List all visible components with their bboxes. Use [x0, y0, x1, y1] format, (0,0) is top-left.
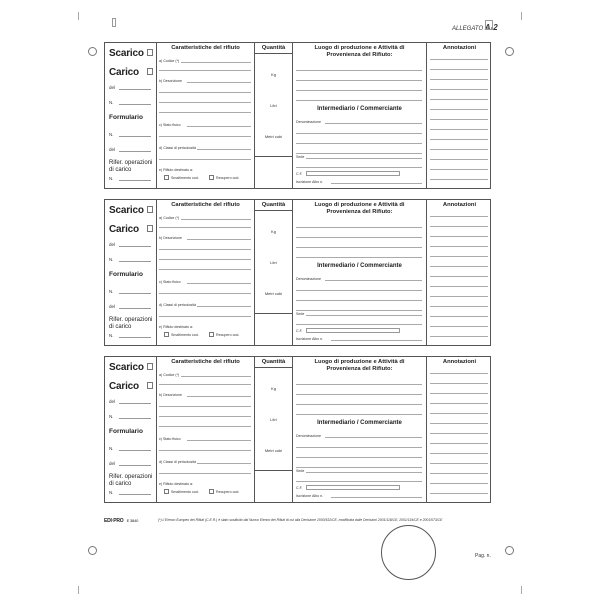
- denominazione-label: Denominazione: [296, 120, 321, 124]
- annotation-line[interactable]: [430, 99, 488, 100]
- formulario-date-field[interactable]: [119, 151, 151, 152]
- annotation-line[interactable]: [430, 336, 488, 337]
- codice-field[interactable]: [181, 376, 251, 377]
- sede-field[interactable]: [306, 315, 422, 316]
- stato-fisico-field[interactable]: [187, 283, 251, 284]
- iscrizione-albo-label: Iscrizione Albo n.: [296, 337, 324, 341]
- recupero-checkbox[interactable]: [209, 489, 214, 494]
- smaltimento-text: Smaltimento: [171, 333, 191, 337]
- descrizione-line[interactable]: [159, 249, 251, 250]
- classi-pericolosita-label: d) Classi di pericolosità: [159, 146, 196, 150]
- scarico-checkbox[interactable]: [147, 206, 153, 213]
- denominazione-label: Denominazione: [296, 277, 321, 281]
- luogo-line[interactable]: [296, 384, 422, 385]
- sede-line[interactable]: [296, 481, 422, 482]
- quantita-header: Quantità: [261, 45, 286, 51]
- carico-checkbox[interactable]: [147, 68, 153, 75]
- allegato-text: ALLEGATO: [452, 26, 484, 32]
- luogo-line[interactable]: [296, 80, 422, 81]
- annotation-line[interactable]: [430, 236, 488, 237]
- iscrizione-albo-field[interactable]: [331, 183, 422, 184]
- corner-mark: [112, 18, 116, 27]
- del-label: del: [109, 85, 116, 90]
- smaltimento-cod: cod.: [191, 490, 199, 494]
- denominazione-line[interactable]: [296, 447, 422, 448]
- waste-characteristics-column: [156, 43, 254, 188]
- rifer-number-field[interactable]: [119, 180, 151, 181]
- rifer-number-field[interactable]: [119, 337, 151, 338]
- codice-field[interactable]: [181, 62, 251, 63]
- sede-field[interactable]: [306, 158, 422, 159]
- smaltimento-cod: cod.: [191, 333, 199, 337]
- luogo-line[interactable]: [296, 257, 422, 258]
- kg-label: Kg: [271, 229, 276, 234]
- recupero-checkbox[interactable]: [209, 332, 214, 337]
- sede-field[interactable]: [306, 472, 422, 473]
- annotazioni-header: Annotazioni: [442, 202, 477, 208]
- denominazione-field[interactable]: [325, 280, 422, 281]
- quantity-divider: [255, 367, 292, 368]
- formulario-heading: Formulario: [109, 271, 143, 278]
- iscrizione-albo-field[interactable]: [331, 340, 422, 341]
- quantity-divider: [255, 313, 292, 314]
- formulario-n-label: N.: [109, 289, 114, 294]
- descrizione-line[interactable]: [159, 406, 251, 407]
- quantita-header: Quantità: [261, 359, 286, 365]
- smaltimento-label: [171, 176, 199, 180]
- sede-line[interactable]: [296, 324, 422, 325]
- annotation-line[interactable]: [430, 89, 488, 90]
- codice-label: a) Codice (*): [159, 373, 180, 377]
- classi-line[interactable]: [159, 316, 251, 317]
- rifer-operazioni-label: Rifer. operazioni di carico: [109, 474, 153, 487]
- denominazione-field[interactable]: [325, 123, 422, 124]
- number-field[interactable]: [119, 104, 151, 105]
- codice-field[interactable]: [181, 219, 251, 220]
- classi-pericolosita-field[interactable]: [197, 463, 251, 464]
- rifer-number-field[interactable]: [119, 494, 151, 495]
- descrizione-line[interactable]: [159, 269, 251, 270]
- descrizione-line[interactable]: [159, 112, 251, 113]
- denominazione-line[interactable]: [296, 457, 422, 458]
- carico-label: Carico: [109, 224, 139, 235]
- codice-line[interactable]: [159, 70, 251, 71]
- luogo-line[interactable]: [296, 237, 422, 238]
- smaltimento-cod: cod.: [191, 176, 199, 180]
- binder-hole-bottom-right: [505, 546, 514, 555]
- quantity-column: [254, 200, 292, 345]
- denominazione-line[interactable]: [296, 153, 422, 154]
- kg-label: Kg: [271, 386, 276, 391]
- recupero-text: Recupero: [216, 490, 232, 494]
- caratteristiche-header: Caratteristiche del rifiuto: [171, 359, 240, 365]
- recupero-cod: cod.: [232, 176, 240, 180]
- denominazione-field[interactable]: [325, 437, 422, 438]
- luogo-line[interactable]: [296, 90, 422, 91]
- page-number-label: Pag. n.: [475, 553, 491, 559]
- annotation-line[interactable]: [430, 326, 488, 327]
- classi-pericolosita-label: d) Classi di pericolosità: [159, 460, 196, 464]
- annotation-line[interactable]: [430, 443, 488, 444]
- annotation-line[interactable]: [430, 69, 488, 70]
- operation-column: [105, 357, 156, 502]
- metri-cubi-label: Metri cubi: [264, 448, 283, 453]
- metri-cubi-label: Metri cubi: [264, 134, 283, 139]
- formulario-heading: Formulario: [109, 428, 143, 435]
- destinato-label: e) Rifiuto destinato a:: [159, 325, 193, 329]
- formulario-date-field[interactable]: [119, 465, 151, 466]
- annotation-line[interactable]: [430, 139, 488, 140]
- intermediario-header: Intermediario / Commerciante: [317, 263, 402, 269]
- stato-fisico-line[interactable]: [159, 293, 251, 294]
- smaltimento-checkbox[interactable]: [164, 489, 169, 494]
- denominazione-line[interactable]: [296, 143, 422, 144]
- annotation-line[interactable]: [430, 109, 488, 110]
- rifer-n-label: N.: [109, 490, 114, 495]
- descrizione-line[interactable]: [159, 416, 251, 417]
- litri-label: Litri: [270, 417, 277, 422]
- scarico-label: Scarico: [109, 48, 144, 59]
- stato-fisico-label: c) Stato fisico: [159, 123, 181, 127]
- scarico-label: Scarico: [109, 362, 144, 373]
- descrizione-label: b) Descrizione: [159, 236, 182, 240]
- guide-tick: [78, 586, 79, 594]
- annotation-line[interactable]: [430, 433, 488, 434]
- descrizione-field[interactable]: [187, 239, 251, 240]
- del-label: del: [109, 399, 116, 404]
- annotations-column: [426, 200, 492, 345]
- annotazioni-header: Annotazioni: [442, 359, 477, 365]
- record-form: [104, 42, 491, 189]
- quantity-column: [254, 357, 292, 502]
- waste-characteristics-column: [156, 200, 254, 345]
- quantity-column: [254, 43, 292, 188]
- luogo-line[interactable]: [296, 100, 422, 101]
- luogo-header: Luogo di produzione e Attività di Provenienza del Rifiuto:: [314, 45, 405, 58]
- recupero-checkbox[interactable]: [209, 175, 214, 180]
- denominazione-label: Denominazione: [296, 434, 321, 438]
- operation-column: [105, 43, 156, 188]
- annotation-line[interactable]: [430, 286, 488, 287]
- guide-tick: [521, 586, 522, 594]
- logo-text: EDI·PRO: [104, 518, 124, 524]
- sede-label: Sede: [296, 155, 305, 159]
- cf-label: C.F.: [296, 486, 303, 490]
- binder-hole-top-left: [88, 47, 97, 56]
- annotation-line[interactable]: [430, 413, 488, 414]
- destinato-label: e) Rifiuto destinato a:: [159, 482, 193, 486]
- scarico-checkbox[interactable]: [147, 49, 153, 56]
- cf-label: C.F.: [296, 172, 303, 176]
- classi-line[interactable]: [159, 159, 251, 160]
- smaltimento-label: [171, 333, 199, 337]
- stamp-circle: [381, 525, 436, 580]
- caratteristiche-header: Caratteristiche del rifiuto: [171, 45, 240, 51]
- annotation-line[interactable]: [430, 423, 488, 424]
- luogo-line[interactable]: [296, 227, 422, 228]
- formulario-del-label: del: [109, 304, 116, 309]
- annotation-line[interactable]: [430, 79, 488, 80]
- annotation-line[interactable]: [430, 266, 488, 267]
- quantita-header: Quantità: [261, 202, 286, 208]
- codice-fiscale-field[interactable]: [306, 171, 400, 176]
- luogo-line[interactable]: [296, 404, 422, 405]
- annotation-line[interactable]: [430, 169, 488, 170]
- annotation-line[interactable]: [430, 383, 488, 384]
- smaltimento-text: Smaltimento: [171, 490, 191, 494]
- quantity-divider: [255, 53, 292, 54]
- descrizione-field[interactable]: [187, 396, 251, 397]
- guide-tick: [78, 12, 79, 20]
- number-field[interactable]: [119, 418, 151, 419]
- annotation-line[interactable]: [430, 296, 488, 297]
- smaltimento-text: Smaltimento: [171, 176, 191, 180]
- scarico-label: Scarico: [109, 205, 144, 216]
- footer: [104, 517, 491, 527]
- date-field[interactable]: [119, 89, 151, 90]
- annotation-line[interactable]: [430, 129, 488, 130]
- descrizione-line[interactable]: [159, 92, 251, 93]
- annotation-line[interactable]: [430, 463, 488, 464]
- annotation-line[interactable]: [430, 59, 488, 60]
- smaltimento-checkbox[interactable]: [164, 175, 169, 180]
- annotation-line[interactable]: [430, 316, 488, 317]
- rifer-operazioni-label: Rifer. operazioni di carico: [109, 317, 153, 330]
- annotation-line[interactable]: [430, 179, 488, 180]
- recupero-label: [216, 490, 239, 494]
- rifer-operazioni-label: Rifer. operazioni di carico: [109, 160, 153, 173]
- codice-label: a) Codice (*): [159, 216, 180, 220]
- annotation-line[interactable]: [430, 473, 488, 474]
- stato-fisico-line[interactable]: [159, 136, 251, 137]
- formulario-number-field[interactable]: [119, 293, 151, 294]
- cer-footnote: (*) L'Elenco Europeo dei Rifiuti (C.E.R.) è stato sostituito dal Nuovo Elenco dei Rifiuti di cui alla Decisione 2000/532/CE, modificata dalle Decisioni 2001/118/CE, 2001/119/CE e 2001/573/CE: [158, 518, 443, 522]
- descrizione-line[interactable]: [159, 259, 251, 260]
- scarico-checkbox[interactable]: [147, 363, 153, 370]
- descrizione-field[interactable]: [187, 82, 251, 83]
- formulario-n-label: N.: [109, 446, 114, 451]
- stato-fisico-label: c) Stato fisico: [159, 280, 181, 284]
- litri-label: Litri: [270, 260, 277, 265]
- intermediario-header: Intermediario / Commerciante: [317, 420, 402, 426]
- kg-label: Kg: [271, 72, 276, 77]
- annotation-line[interactable]: [430, 226, 488, 227]
- quantity-divider: [255, 470, 292, 471]
- rifer-n-label: N.: [109, 176, 114, 181]
- luogo-line[interactable]: [296, 394, 422, 395]
- carico-checkbox[interactable]: [147, 225, 153, 232]
- recupero-label: [216, 176, 239, 180]
- cf-label: C.F.: [296, 329, 303, 333]
- descrizione-line[interactable]: [159, 102, 251, 103]
- smaltimento-label: [171, 490, 199, 494]
- denominazione-line[interactable]: [296, 467, 422, 468]
- publisher-logo: [104, 518, 138, 524]
- codice-label: a) Codice (*): [159, 59, 180, 63]
- annotation-line[interactable]: [430, 453, 488, 454]
- intermediario-header: Intermediario / Commerciante: [317, 106, 402, 112]
- annotation-line[interactable]: [430, 493, 488, 494]
- denominazione-line[interactable]: [296, 133, 422, 134]
- del-label: del: [109, 242, 116, 247]
- binder-hole-top-right: [505, 47, 514, 56]
- sede-label: Sede: [296, 312, 305, 316]
- denominazione-line[interactable]: [296, 310, 422, 311]
- rifer-n-label: N.: [109, 333, 114, 338]
- record-form: [104, 199, 491, 346]
- descrizione-line[interactable]: [159, 426, 251, 427]
- annotation-line[interactable]: [430, 256, 488, 257]
- stato-fisico-field[interactable]: [187, 440, 251, 441]
- recupero-text: Recupero: [216, 333, 232, 337]
- production-site-column: [292, 200, 426, 345]
- iscrizione-albo-label: Iscrizione Albo n.: [296, 494, 324, 498]
- annotation-line[interactable]: [430, 159, 488, 160]
- annotation-line[interactable]: [430, 373, 488, 374]
- annotation-line[interactable]: [430, 403, 488, 404]
- iscrizione-albo-label: Iscrizione Albo n.: [296, 180, 324, 184]
- denominazione-line[interactable]: [296, 290, 422, 291]
- operation-column: [105, 200, 156, 345]
- annotazioni-header: Annotazioni: [442, 45, 477, 51]
- n-label: N.: [109, 257, 114, 262]
- date-field[interactable]: [119, 246, 151, 247]
- luogo-header: Luogo di produzione e Attività di Provenienza del Rifiuto:: [314, 202, 405, 215]
- annotation-line[interactable]: [430, 276, 488, 277]
- production-site-column: [292, 43, 426, 188]
- luogo-line[interactable]: [296, 247, 422, 248]
- stato-fisico-line[interactable]: [159, 450, 251, 451]
- descrizione-label: b) Descrizione: [159, 79, 182, 83]
- quantity-divider: [255, 210, 292, 211]
- number-field[interactable]: [119, 261, 151, 262]
- sede-label: Sede: [296, 469, 305, 473]
- form-code: E 3840: [126, 518, 139, 523]
- carico-label: Carico: [109, 381, 139, 392]
- denominazione-line[interactable]: [296, 300, 422, 301]
- carico-label: Carico: [109, 67, 139, 78]
- recupero-text: Recupero: [216, 176, 232, 180]
- luogo-line[interactable]: [296, 414, 422, 415]
- annotation-line[interactable]: [430, 216, 488, 217]
- sede-line[interactable]: [296, 167, 422, 168]
- formulario-n-label: N.: [109, 132, 114, 137]
- destinato-label: e) Rifiuto destinato a:: [159, 168, 193, 172]
- allegato-code: A-2: [484, 23, 498, 32]
- production-site-column: [292, 357, 426, 502]
- codice-line[interactable]: [159, 384, 251, 385]
- allegato-checkbox[interactable]: [485, 20, 493, 30]
- annotation-line[interactable]: [430, 149, 488, 150]
- litri-label: Litri: [270, 103, 277, 108]
- formulario-heading: Formulario: [109, 114, 143, 121]
- annotations-column: [426, 43, 492, 188]
- quantity-divider: [255, 156, 292, 157]
- classi-pericolosita-field[interactable]: [197, 149, 251, 150]
- n-label: N.: [109, 100, 114, 105]
- codice-fiscale-field[interactable]: [306, 485, 400, 490]
- formulario-number-field[interactable]: [119, 450, 151, 451]
- descrizione-label: b) Descrizione: [159, 393, 182, 397]
- classi-pericolosita-field[interactable]: [197, 306, 251, 307]
- binder-hole-bottom-left: [88, 546, 97, 555]
- carico-checkbox[interactable]: [147, 382, 153, 389]
- record-form: [104, 356, 491, 503]
- n-label: N.: [109, 414, 114, 419]
- annotation-line[interactable]: [430, 246, 488, 247]
- luogo-line[interactable]: [296, 70, 422, 71]
- formulario-number-field[interactable]: [119, 136, 151, 137]
- formulario-del-label: del: [109, 461, 116, 466]
- formulario-del-label: del: [109, 147, 116, 152]
- iscrizione-albo-field[interactable]: [331, 497, 422, 498]
- recupero-label: [216, 333, 239, 337]
- codice-fiscale-field[interactable]: [306, 328, 400, 333]
- caratteristiche-header: Caratteristiche del rifiuto: [171, 202, 240, 208]
- codice-line[interactable]: [159, 227, 251, 228]
- stato-fisico-field[interactable]: [187, 126, 251, 127]
- recupero-cod: cod.: [232, 490, 240, 494]
- luogo-header: Luogo di produzione e Attività di Provenienza del Rifiuto:: [314, 359, 405, 372]
- annotation-line[interactable]: [430, 483, 488, 484]
- metri-cubi-label: Metri cubi: [264, 291, 283, 296]
- classi-pericolosita-label: d) Classi di pericolosità: [159, 303, 196, 307]
- annotations-column: [426, 357, 492, 502]
- recupero-cod: cod.: [232, 333, 240, 337]
- guide-tick: [521, 12, 522, 20]
- annotation-line[interactable]: [430, 119, 488, 120]
- waste-characteristics-column: [156, 357, 254, 502]
- date-field[interactable]: [119, 403, 151, 404]
- stato-fisico-label: c) Stato fisico: [159, 437, 181, 441]
- annotation-line[interactable]: [430, 306, 488, 307]
- classi-line[interactable]: [159, 473, 251, 474]
- formulario-date-field[interactable]: [119, 308, 151, 309]
- annotation-line[interactable]: [430, 393, 488, 394]
- smaltimento-checkbox[interactable]: [164, 332, 169, 337]
